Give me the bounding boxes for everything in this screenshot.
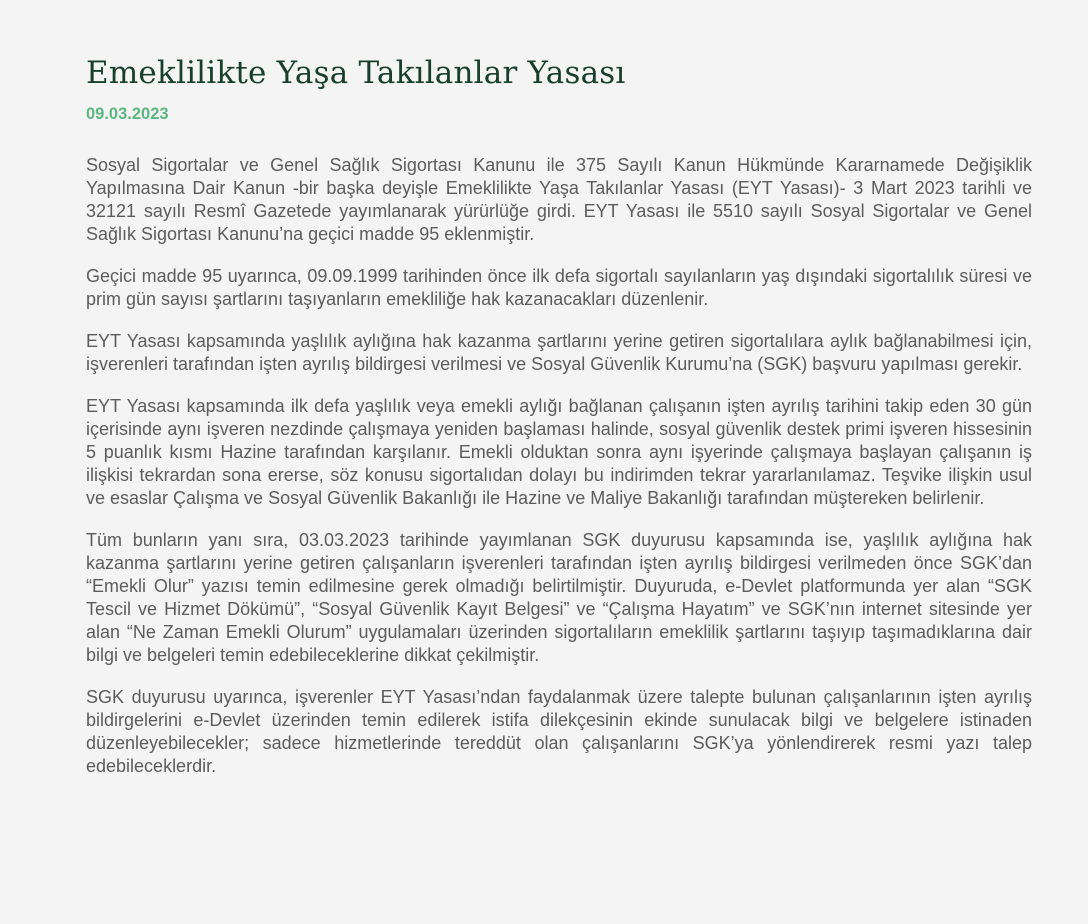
article-title: Emeklilikte Yaşa Takılanlar Yasası [86,55,626,91]
article-body [86,154,1032,778]
article-date: 09.03.2023 [86,105,169,123]
article-paragraph: Sosyal Sigortalar ve Genel Sağlık Sigortası Kanunu ile 375 Sayılı Kanun Hükmünde Kararnamede Değişiklik Yapılmasına Dair Kanun -bir başka deyişle Emeklilikte Yaşa Takılanlar Yasası (EYT Yasası)- 3 Mart 2023 tarihli ve 32121 sayılı Resmî Gazetede yayımlanarak yürürlüğe girdi. EYT Yasası ile 5510 sayılı Sosyal Sigortalar ve Genel Sağlık Sigortası Kanunu’na geçici madde 95 eklenmiştir. [86,155,1032,244]
article-paragraph: EYT Yasası kapsamında yaşlılık aylığına hak kazanma şartlarını yerine getiren sigortalılara aylık bağlanabilmesi için, işverenleri tarafından işten ayrılış bildirgesi verilmesi ve Sosyal Güvenlik Kurumu’na (SGK) başvuru yapılması gerekir. [86,331,1032,374]
article-paragraph: SGK duyurusu uyarınca, işverenler EYT Yasası’ndan faydalanmak üzere talepte bulunan çalışanlarının işten ayrılış bildirgelerini e-Devlet üzerinden temin edilerek istifa dilekçesinin ekinde sunulacak bilgi ve belgelere istinaden düzenleyebilecekler; sadece hizmetlerinde tereddüt olan çalışanlarını SGK’ya yönlendirerek resmi yazı talep edebileceklerdir. [86,687,1032,776]
article-paragraph: EYT Yasası kapsamında ilk defa yaşlılık veya emekli aylığı bağlanan çalışanın işten ayrılış tarihini takip eden 30 gün içerisinde aynı işveren nezdinde çalışmaya yeniden başlaması halinde, sosyal güvenlik destek primi işveren hissesinin 5 puanlık kısmı Hazine tarafından karşılanır. Emekli olduktan sonra aynı işyerinde çalışmaya başlayan çalışanın iş ilişkisi tekrardan sona ererse, söz konusu sigortalıdan dolayı bu indirimden tekrar yararlanılamaz. Teşvike ilişkin usul ve esaslar Çalışma ve Sosyal Güvenlik Bakanlığı ile Hazine ve Maliye Bakanlığı tarafından müştereken belirlenir. [86,396,1032,508]
article-paragraph: Tüm bunların yanı sıra, 03.03.2023 tarihinde yayımlanan SGK duyurusu kapsamında ise, yaşlılık aylığına hak kazanma şartlarını yerine getiren çalışanların işverenleri tarafından işten ayrılış bildirgesi verilmeden önce SGK’dan “Emekli Olur” yazısı temin edilmesine gerek olmadığı belirtilmiştir. Duyuruda, e-Devlet platformunda yer alan “SGK Tescil ve Hizmet Dökümü”, “Sosyal Güvenlik Kayıt Belgesi” ve “Çalışma Hayatım” ve SGK’nın internet sitesinde yer alan “Ne Zaman Emekli Olurum” uygulamaları üzerinden sigortalıların emeklilik şartlarını taşıyıp taşımadıklarına dair bilgi ve belgeleri temin edebileceklerine dikkat çekilmiştir. [86,530,1032,665]
article [86,54,1032,778]
article-paragraph: Geçici madde 95 uyarınca, 09.09.1999 tarihinden önce ilk defa sigortalı sayılanların yaş dışındaki sigortalılık süresi ve prim gün sayısı şartlarını taşıyanların emekliliğe hak kazanacakları düzenlenir. [86,266,1032,309]
